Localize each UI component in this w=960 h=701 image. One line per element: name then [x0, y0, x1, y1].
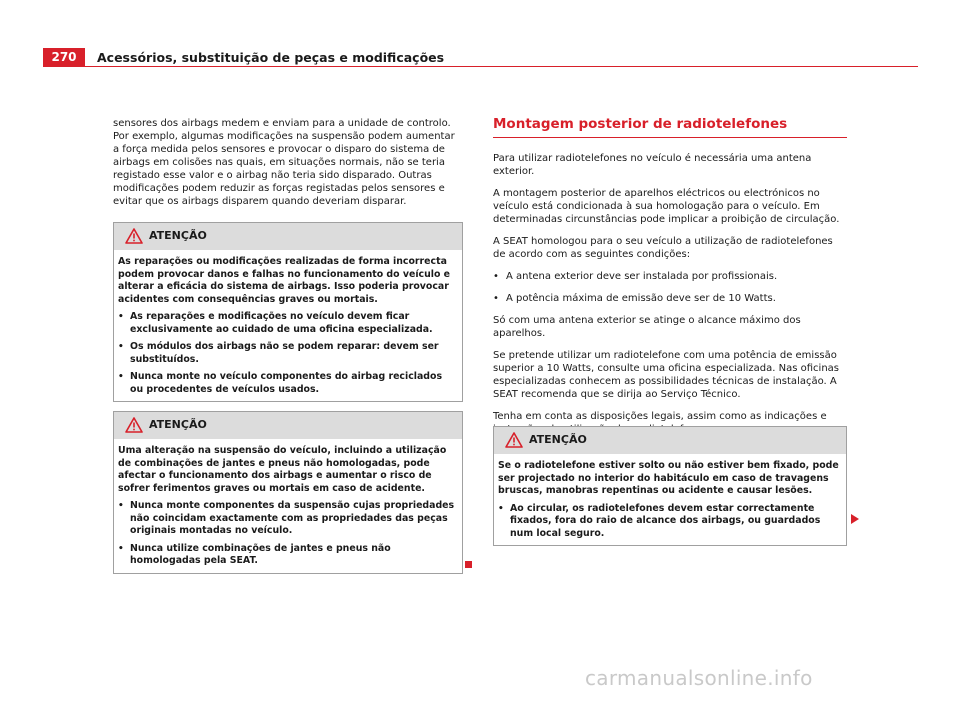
warning-label: ATENÇÃO: [149, 418, 207, 431]
body-paragraph: Tenha em conta as disposições legais, assim como as indicações e: [493, 411, 827, 422]
warning-header: [114, 412, 462, 439]
watermark: carmanualsonline.info: [585, 666, 813, 690]
body-bullet: • A antena exterior deve ser instalada por profissionais.: [493, 270, 847, 283]
body-paragraph: A SEAT homologou para o seu veículo a utilização de radiotelefones de acordo com as seguintes condições:: [493, 236, 833, 260]
warning-triangle-icon: [125, 228, 143, 244]
warning-header: [114, 223, 462, 250]
warning-bullet: • Nunca monte no veículo componentes do airbag reciclados ou procedentes de veículos usados.: [118, 371, 458, 396]
body-paragraph: Só com uma antena exterior se atinge o alcance máximo dos aparelhos.: [493, 315, 801, 339]
warning-triangle-icon: [505, 432, 523, 448]
warning-label: ATENÇÃO: [149, 229, 207, 242]
section-end-marker: [465, 561, 472, 568]
warning-text: As reparações ou modificações realizadas de forma incorrecta podem provocar danos e falhas no funcionamento do veículo e alterar a eficácia do sistema de airbags. Isso poderia provocar acidentes com consequências graves ou mortais.: [118, 256, 451, 305]
warning-bullet: • Os módulos dos airbags não se podem reparar: devem ser substituídos.: [118, 341, 458, 366]
warning-text: Se o radiotelefone estiver solto ou não estiver bem fixado, pode ser projectado no interior do habitáculo em caso de travagens bruscas, manobras repentinas ou acidente e causar lesões.: [498, 460, 839, 496]
intro-paragraph: sensores dos airbags medem e enviam para a unidade de controlo. Por exemplo, algumas modificações na suspensão podem aumentar a força medida pelos sensores e provocar o disparo do sistema de airbags em colisões nas quais, em situações normais, não se teria registado esse valor e o airbag não teria sido disparado. Outras modificações podem reduzir as forças registadas pelos sensores e evitar que os airbags disparem quando deveriam disparar.: [113, 118, 455, 207]
section-heading: Montagem posterior de radiotelefones: [493, 116, 847, 138]
warning-label: ATENÇÃO: [529, 433, 587, 446]
warning-box-suspension: [113, 411, 463, 574]
header-rule: [85, 66, 918, 67]
body-paragraph: A montagem posterior de aparelhos eléctricos ou electrónicos no veículo está condicionada à sua homologação para o veículo. Em determinadas circunstâncias pode implicar a proibição de circulação.: [493, 188, 840, 225]
warning-header: [494, 427, 846, 454]
warning-text: Uma alteração na suspensão do veículo, incluindo a utilização de combinações de jantes e pneus não homologadas, pode afectar o funcionamento dos airbags e aumentar o risco de sofrer ferimentos graves ou mortais em caso de acidente.: [118, 445, 447, 494]
warning-box-repairs: [113, 222, 463, 402]
warning-body: [114, 439, 462, 573]
body-paragraph: Para utilizar radiotelefones no veículo é necessária uma antena exterior.: [493, 153, 812, 177]
warning-bullet: • Nunca utilize combinações de jantes e pneus não homologadas pela SEAT.: [118, 543, 458, 568]
warning-body: [494, 454, 846, 545]
left-column: [113, 117, 463, 208]
body-paragraph: Se pretende utilizar um radiotelefone com uma potência de emissão superior a 10 Watts, consulte uma oficina especializada. Nas oficinas especializadas conhecem as possibilidades técnicas de instalação. A SEAT recomenda que se dirija ao Serviço Técnico.: [493, 350, 839, 400]
warning-body: [114, 250, 462, 401]
warning-bullet: • Ao circular, os radiotelefones devem estar correctamente fixados, fora do raio de alcance dos airbags, ou guardados num local seguro.: [498, 503, 842, 541]
warning-bullet: • As reparações e modificações no veículo devem ficar exclusivamente ao cuidado de uma oficina especializada.: [118, 311, 458, 336]
body-bullet: • A potência máxima de emissão deve ser de 10 Watts.: [493, 292, 847, 305]
chapter-title: Acessórios, substituição de peças e modificações: [97, 50, 445, 65]
continue-arrow-icon: [851, 514, 859, 524]
warning-box-radiotelephone: [493, 426, 847, 546]
warning-triangle-icon: [125, 417, 143, 433]
page-number: 270: [43, 48, 85, 67]
warning-bullet: • Nunca monte componentes da suspensão cujas propriedades não coincidam exactamente com as propriedades das peças originais montadas no veículo.: [118, 500, 458, 538]
right-column: [493, 116, 847, 445]
